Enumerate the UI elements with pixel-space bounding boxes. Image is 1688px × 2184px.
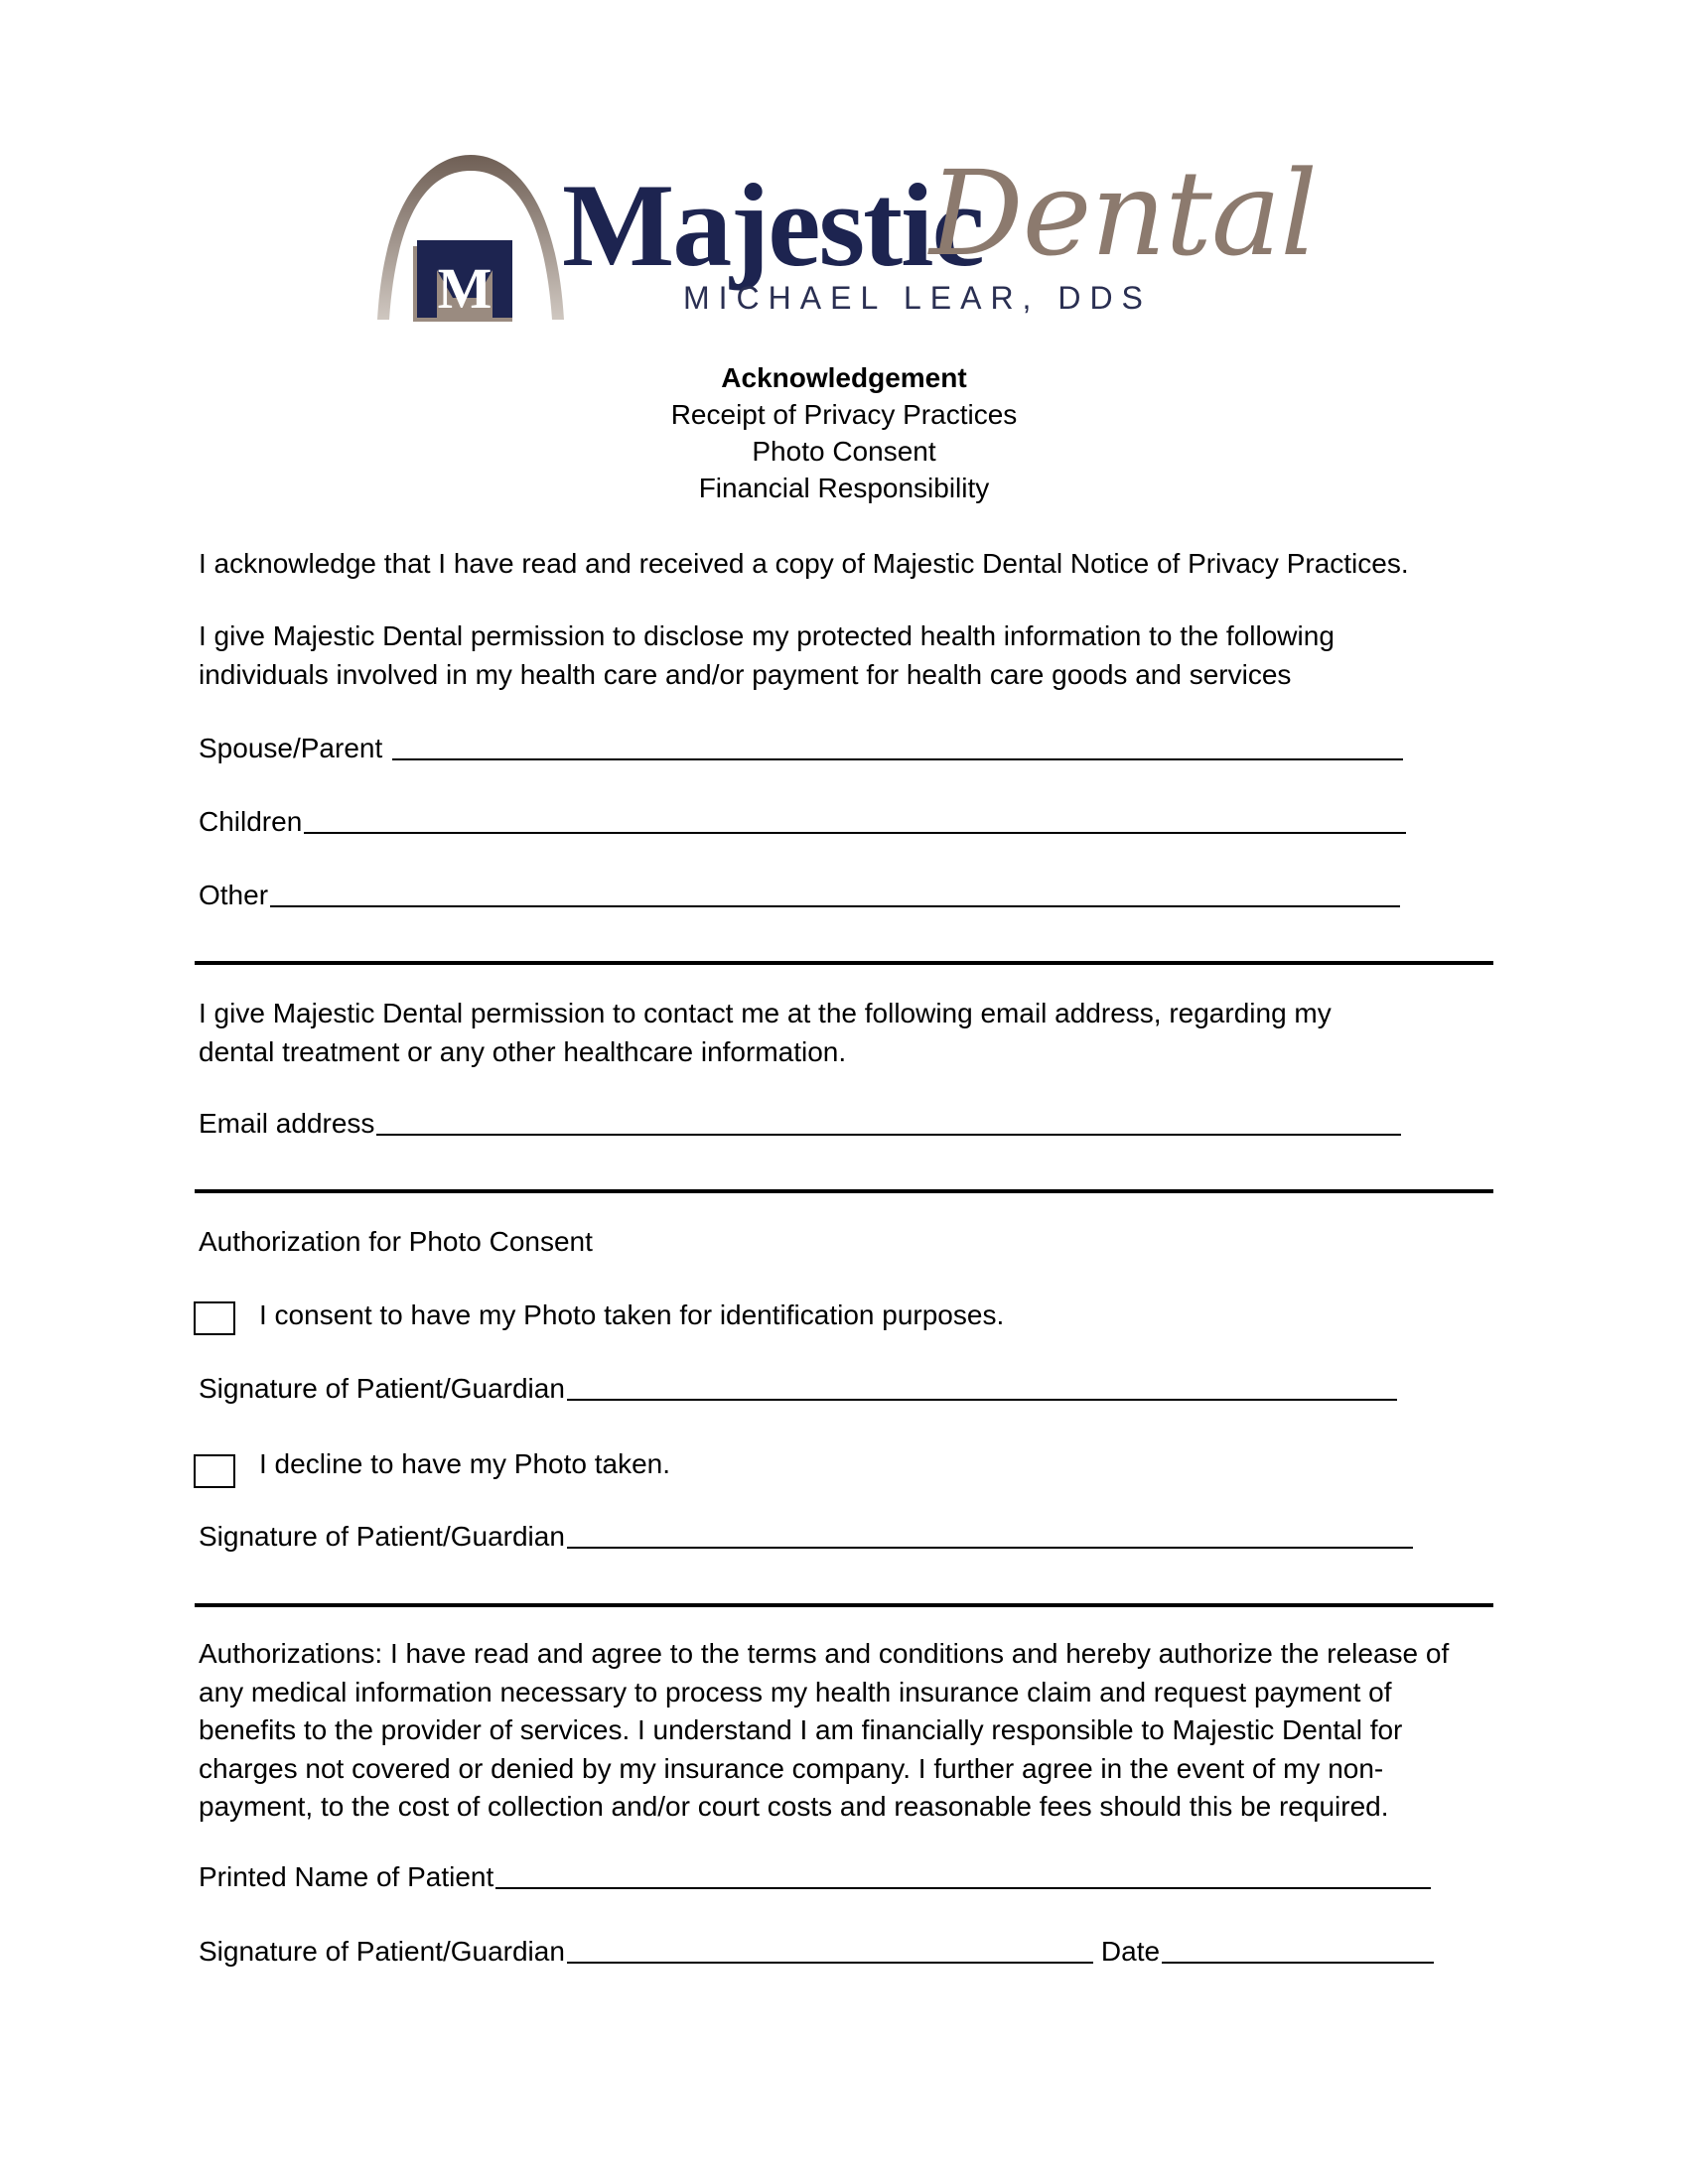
financial-authorization-text: Authorizations: I have read and agree to the terms and conditions and hereby authorize the release of any medical information necessary to process my health insurance claim and request payment of benefits to the provider of services. I understand I am financially responsible to Majestic Dental for charges not covered or denied by my insurance company. I further agree in the event of my non-payment, to the cost of collection and/or court costs and reasonable fees should this be required. (199, 1638, 1450, 1822)
spouse-parent-label: Spouse/Parent (199, 733, 391, 763)
subtitle-privacy-practices: Receipt of Privacy Practices (670, 399, 1018, 430)
printed-name-blank[interactable] (495, 1859, 1431, 1889)
consent-signature-label: Signature of Patient/Guardian (199, 1373, 565, 1404)
date-label: Date (1100, 1936, 1161, 1967)
final-signature-blank[interactable] (567, 1934, 1093, 1964)
spouse-parent-field[interactable] (199, 729, 1403, 768)
photo-consent-title: Authorization for Photo Consent (199, 1226, 593, 1257)
logo-wordmark-majestic: Majestic (562, 159, 983, 291)
final-signature-label: Signature of Patient/Guardian (199, 1936, 565, 1967)
other-field[interactable] (199, 876, 1400, 915)
photo-consent-checkbox[interactable] (194, 1301, 235, 1335)
decline-signature-blank[interactable] (567, 1519, 1413, 1549)
date-blank[interactable] (1162, 1934, 1434, 1964)
decline-signature-label: Signature of Patient/Guardian (199, 1521, 565, 1552)
children-blank[interactable] (304, 804, 1406, 834)
arch-m-logo-icon (373, 149, 572, 324)
email-permission-text: I give Majestic Dental permission to contact me at the following email address, regarding my dental treatment or any other healthcare information. (199, 998, 1332, 1067)
section-divider (195, 1603, 1493, 1607)
other-blank[interactable] (270, 878, 1400, 907)
form-title: Acknowledgement (721, 362, 967, 393)
final-signature-field[interactable] (199, 1932, 1434, 1972)
printed-name-label: Printed Name of Patient (199, 1861, 494, 1892)
disclosure-permission-text: I give Majestic Dental permission to disclose my protected health information to the following individuals involved in my health care and/or payment for health care goods and services (199, 620, 1335, 690)
consent-signature-field[interactable] (199, 1369, 1397, 1409)
subtitle-financial-responsibility: Financial Responsibility (698, 473, 990, 503)
photo-consent-label: I consent to have my Photo taken for identification purposes. (259, 1299, 1005, 1330)
email-address-field[interactable] (199, 1104, 1401, 1144)
email-address-label: Email address (199, 1108, 375, 1139)
logo-subtitle: MICHAEL LEAR, DDS (683, 280, 1152, 316)
email-address-blank[interactable] (376, 1106, 1401, 1136)
children-field[interactable] (199, 802, 1406, 842)
subtitle-photo-consent: Photo Consent (752, 436, 936, 467)
section-divider (195, 961, 1493, 965)
decline-signature-field[interactable] (199, 1517, 1413, 1557)
photo-decline-checkbox[interactable] (194, 1454, 235, 1488)
consent-signature-blank[interactable] (567, 1371, 1397, 1401)
photo-decline-label: I decline to have my Photo taken. (259, 1448, 671, 1479)
logo-wordmark-dental: Dental (929, 145, 1317, 282)
other-label: Other (199, 880, 269, 910)
children-label: Children (199, 806, 303, 837)
printed-name-field[interactable] (199, 1857, 1431, 1897)
majestic-dental-logo (373, 145, 1317, 328)
logo-mark-letter: M (437, 256, 492, 321)
section-divider (195, 1189, 1493, 1193)
privacy-acknowledgement-text: I acknowledge that I have read and received a copy of Majestic Dental Notice of Privacy Practices. (199, 548, 1409, 579)
spouse-parent-blank[interactable] (392, 731, 1403, 760)
